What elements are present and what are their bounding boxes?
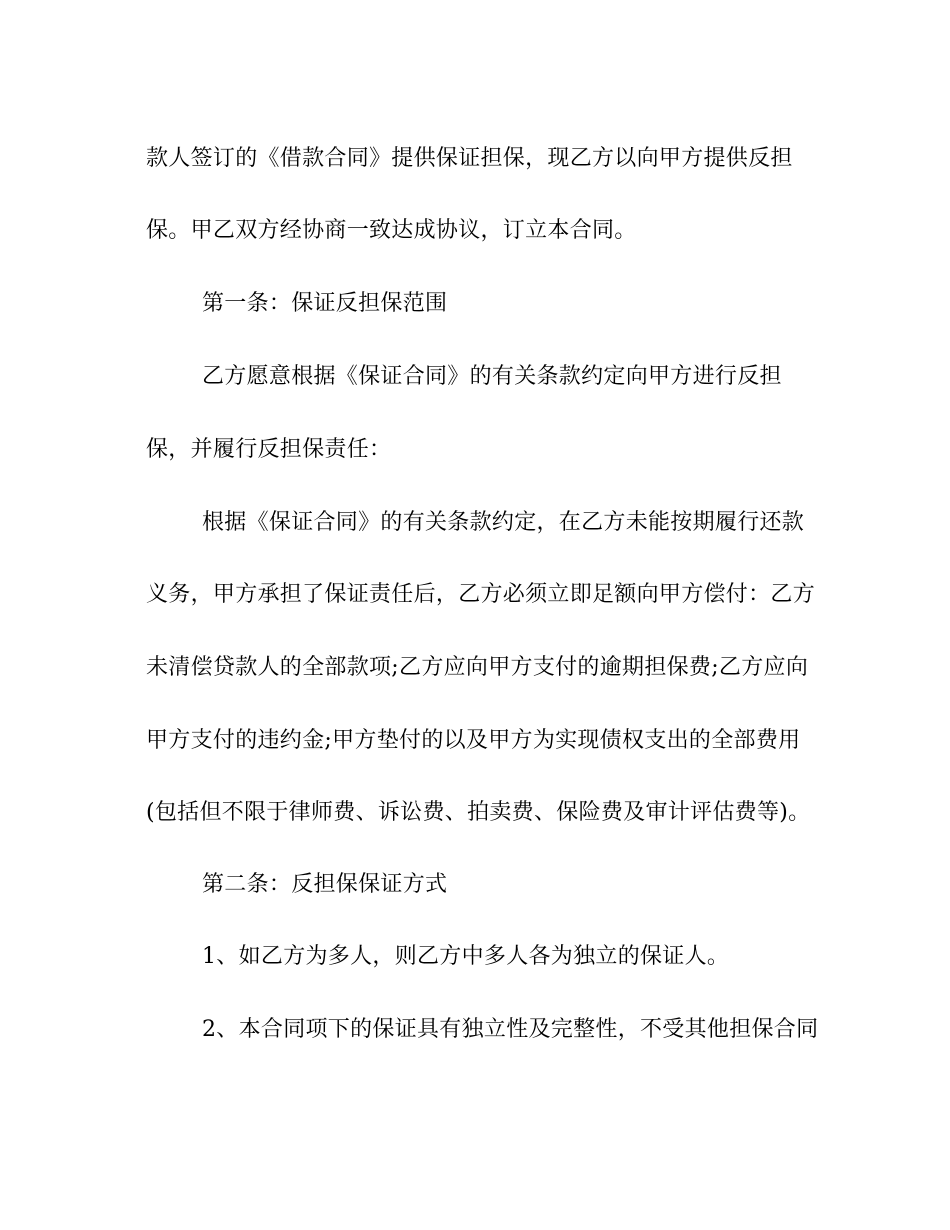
- paragraph-line: 乙方愿意根据《保证合同》的有关条款约定向甲方进行反担: [202, 364, 782, 389]
- paragraph-line: 甲方支付的违约金;甲方垫付的以及甲方为实现债权支出的全部费用: [146, 728, 801, 753]
- paragraph-line: 保。甲乙双方经协商一致达成协议，订立本合同。: [146, 218, 637, 243]
- paragraph-line: 根据《保证合同》的有关条款约定，在乙方未能按期履行还款: [202, 510, 805, 535]
- paragraph-line: 款人签订的《借款合同》提供保证担保，现乙方以向甲方提供反担: [146, 146, 793, 171]
- paragraph-line: 未清偿贷款人的全部款项;乙方应向甲方支付的逾期担保费;乙方应向: [146, 655, 809, 680]
- list-item: 2、本合同项下的保证具有独立性及完整性，不受其他担保合同: [202, 1017, 819, 1042]
- article-heading: 第一条：保证反担保范围: [202, 291, 448, 316]
- list-item: 1、如乙方为多人，则乙方中多人各为独立的保证人。: [202, 944, 730, 969]
- paragraph-line: (包括但不限于律师费、诉讼费、拍卖费、保险费及审计评估费等)。: [146, 800, 811, 825]
- article-heading: 第二条：反担保保证方式: [202, 872, 448, 897]
- paragraph-line: 保，并履行反担保责任：: [146, 437, 392, 462]
- paragraph-line: 义务，甲方承担了保证责任后，乙方必须立即足额向甲方偿付：乙方: [146, 582, 816, 607]
